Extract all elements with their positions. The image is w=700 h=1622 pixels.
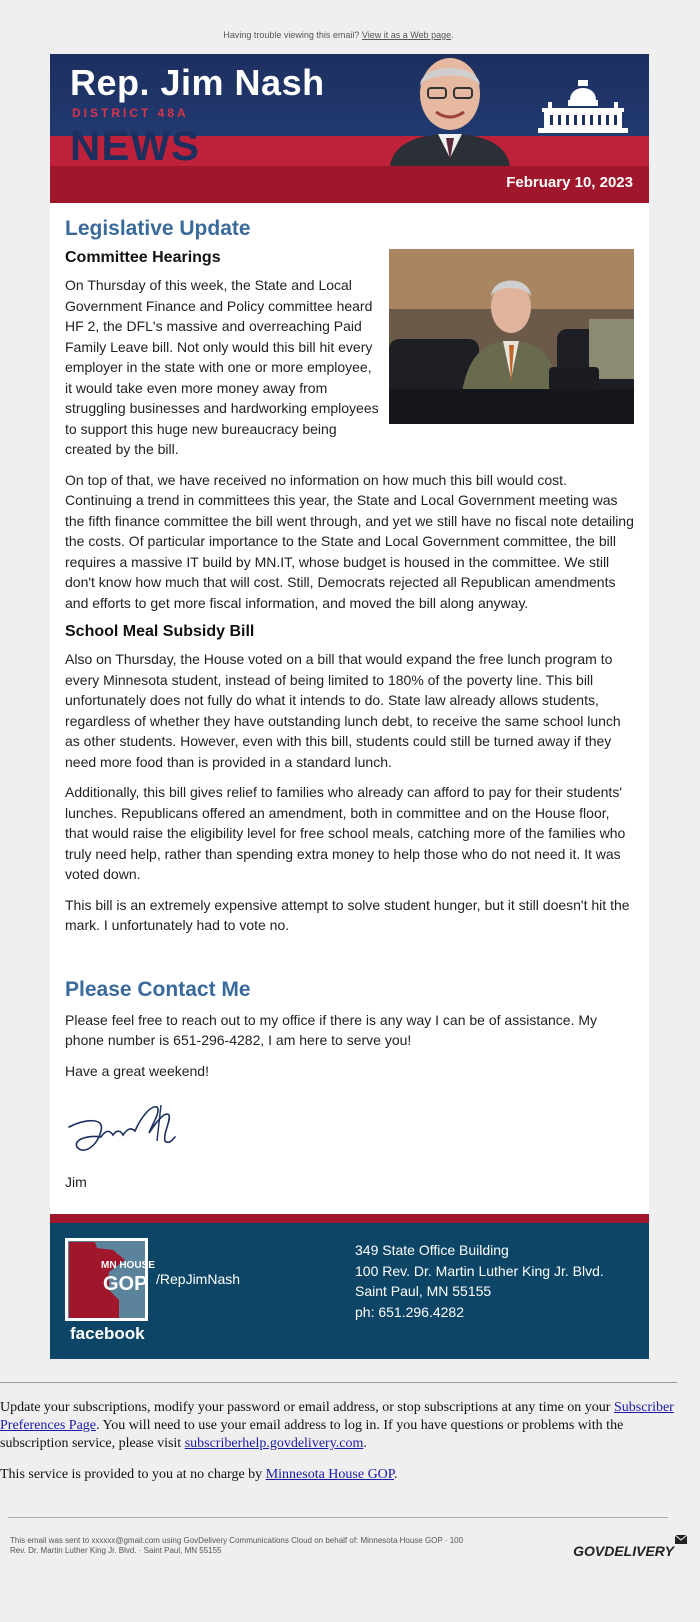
logo-text-2: GOP (103, 1273, 148, 1295)
subscription-text: Update your subscriptions, modify your password or email address, or stop subscriptions at any time on your Subscriber Preferences Page. You will need to use your email address to log in. If you have questions or problems with the subscription service, please visit subscriberhelp.govdelivery.com. (0, 1400, 674, 1451)
main-content (50, 203, 649, 1200)
logo-text-1: MN HOUSE (101, 1260, 155, 1271)
contact-heading: Please Contact Me (65, 977, 251, 1001)
contact-paragraph: Please feel free to reach out to my office if there is any way I can be of assistance. My phone number is 651-296-4282, I am here to serve you! (65, 1011, 598, 1048)
signature-image (65, 1097, 195, 1159)
mn-house-gop-logo[interactable] (65, 1238, 155, 1321)
facebook-handle-link[interactable]: /RepJimNash (156, 1271, 241, 1287)
committee-photo (389, 249, 634, 424)
subscriber-preferences-link[interactable]: Subscriber Preferences Page (0, 1400, 674, 1433)
service-text: This service is provided to you at no charge by Minnesota House GOP. (0, 1467, 398, 1482)
address-line: 100 Rev. Dr. Martin Luther King Jr. Blvd. (355, 1262, 604, 1279)
minnesota-map-icon (65, 1238, 155, 1321)
issue-date: February 10, 2023 (506, 174, 633, 191)
office-address (355, 1240, 604, 1322)
preheader-text: Having trouble viewing this email? (223, 30, 360, 40)
envelope-icon (674, 1534, 688, 1546)
school-meal-heading: School Meal Subsidy Bill (65, 623, 255, 640)
preheader: Having trouble viewing this email? View it as a Web page. (223, 30, 454, 40)
email-card (50, 54, 649, 1359)
signoff-name: Jim (65, 1174, 87, 1190)
header-banner (50, 54, 649, 203)
footer-block (50, 1214, 649, 1359)
meal-paragraph-3: This bill is an extremely expensive attempt to solve student hunger, but it still doesn't hit the mark. I unfortunately had to vote no. (65, 896, 630, 933)
rep-name: Rep. Jim Nash (70, 62, 325, 103)
district-label: DISTRICT 48A (72, 106, 189, 120)
meal-paragraph-1: Also on Thursday, the House voted on a bill that would expand the free lunch program to every Minnesota student, instead of being limited to 180% of the poverty line. This bill unfortunately does not fully do what it intends to do. State law already allows students, regardless of whether they have outstanding lunch debt, to receive the same school lunch as other students. However, even with this bill, students could still be turned away if they need more food than is provided in a standard lunch. (65, 651, 621, 770)
committee-paragraph-2: On top of that, we have received no information on how much this bill would cost. Continuing a trend in committees this year, the State and Local Government meeting was the fifth finance committee the bill went through, and yet we still have no fiscal note detailing the costs. Of particular importance to the State and Local Government committee, the bill requires a massive IT build by MN.IT, whose budget is housed in the committee. We still don't know how much that will cost. Still, Democrats rejected all Republican amendments and efforts to get more fiscal information, and moved the bill along anyway. (65, 471, 634, 611)
view-web-page-link[interactable]: View it as a Web page (361, 30, 452, 40)
govdelivery-logo[interactable]: GOVDELIVERY (573, 1543, 674, 1559)
divider (8, 1517, 668, 1518)
weekend-greeting: Have a great weekend! (65, 1062, 209, 1079)
address-line: 349 State Office Building (355, 1242, 509, 1258)
news-title: NEWS (70, 122, 200, 169)
minnesota-house-gop-link[interactable]: Minnesota House GOP (265, 1467, 395, 1482)
capitol-icon (538, 78, 628, 134)
committee-hearings-heading: Committee Hearings (65, 249, 221, 266)
committee-paragraph-1: On Thursday of this week, the State and Local Government Finance and Policy committee heard HF 2, the DFL's massive and overreaching Paid Family Leave bill. Not only would this bill hit every employer in the state with one or more employee, it would take even more money away from struggling businesses and hardworking employees to support this huge new bureaucracy being created by the bill. (65, 277, 379, 457)
subscription-legal (0, 1382, 677, 1483)
subscriber-help-link[interactable]: subscriberhelp.govdelivery.com (184, 1436, 364, 1451)
facebook-label[interactable]: facebook (70, 1324, 145, 1343)
meal-paragraph-2: Additionally, this bill gives relief to families who already can afford to pay for their students' lunches. Republicans offered an amendment, both in committee and on the House floor, that would raise the eligibility level for free school meals, catching more of the families who truly need help, rather than spending extra money to help those who do not need it. It was voted down. (65, 784, 626, 882)
portrait-image (380, 54, 520, 166)
address-phone: ph: 651.296.4282 (355, 1303, 464, 1320)
legislative-update-heading: Legislative Update (65, 217, 251, 240)
fineprint: This email was sent to xxxxxx@gmail.com using GovDelivery Communications Cloud on behalf of: Minnesota House GOP · 100 Rev. Dr. Martin Luther King Jr. Blvd. · Saint Paul, MN 55155 (10, 1536, 464, 1555)
address-line: Saint Paul, MN 55155 (355, 1283, 492, 1299)
